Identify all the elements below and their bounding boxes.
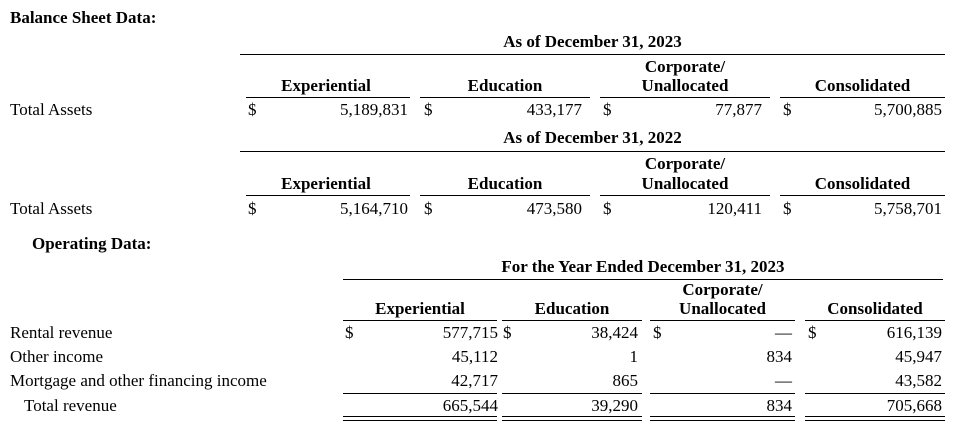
total-assets-education-2022: 473,580 bbox=[526, 199, 582, 218]
currency-symbol: $ bbox=[345, 323, 354, 342]
col-rule bbox=[780, 97, 945, 98]
double-underline bbox=[343, 416, 497, 421]
rental-revenue-education: 38,424 bbox=[591, 323, 638, 342]
header-2022: As of December 31, 2022 bbox=[503, 128, 682, 147]
total-revenue-consolidated: 705,668 bbox=[886, 396, 942, 415]
currency-symbol: $ bbox=[603, 199, 612, 218]
col-rule bbox=[805, 320, 945, 321]
col-rule bbox=[600, 97, 770, 98]
total-assets-experiential-2022: 5,164,710 bbox=[340, 199, 408, 218]
total-assets-corporate-2023: 77,877 bbox=[715, 100, 762, 119]
currency-symbol: $ bbox=[248, 199, 257, 218]
operating-header-rule bbox=[343, 279, 943, 280]
op-col-corporate-l1: Corporate/ bbox=[682, 280, 763, 299]
op-col-experiential: Experiential bbox=[375, 299, 465, 318]
col-rule bbox=[600, 195, 770, 196]
row-label-other-income: Other income bbox=[10, 347, 103, 366]
mortgage-income-consolidated: 43,582 bbox=[895, 371, 942, 390]
total-revenue-education: 39,290 bbox=[591, 396, 638, 415]
other-income-consolidated: 45,947 bbox=[895, 347, 942, 366]
mortgage-income-education: 865 bbox=[612, 371, 638, 390]
subtotal-rule bbox=[805, 393, 945, 394]
total-assets-experiential-2023: 5,189,831 bbox=[340, 100, 408, 119]
col-consolidated-2023: Consolidated bbox=[814, 76, 911, 95]
balance-sheet-title: Balance Sheet Data: bbox=[10, 8, 157, 27]
rental-revenue-experiential: 577,715 bbox=[442, 323, 498, 342]
op-col-corporate-l2: Unallocated bbox=[679, 299, 766, 318]
op-col-consolidated: Consolidated bbox=[827, 299, 923, 318]
col-experiential-2022: Experiential bbox=[281, 174, 371, 193]
currency-symbol: $ bbox=[503, 323, 512, 342]
currency-symbol: $ bbox=[424, 199, 433, 218]
mortgage-income-experiential: 42,717 bbox=[451, 371, 498, 390]
row-label-mortgage-income: Mortgage and other financing income bbox=[10, 371, 267, 390]
col-consolidated-2022: Consolidated bbox=[814, 174, 911, 193]
total-assets-label-2022: Total Assets bbox=[10, 199, 93, 218]
header-2023-rule bbox=[240, 54, 945, 55]
double-underline bbox=[502, 416, 642, 421]
col-rule bbox=[502, 320, 642, 321]
header-2023: As of December 31, 2023 bbox=[503, 32, 682, 51]
currency-symbol: $ bbox=[783, 199, 792, 218]
col-rule bbox=[246, 195, 410, 196]
col-corporate-2022-l2: Unallocated bbox=[641, 174, 729, 193]
total-revenue-experiential: 665,544 bbox=[442, 396, 498, 415]
other-income-education: 1 bbox=[629, 347, 638, 366]
col-rule bbox=[780, 195, 945, 196]
total-assets-consolidated-2022: 5,758,701 bbox=[874, 199, 942, 218]
operating-title: Operating Data: bbox=[32, 234, 152, 253]
col-education-2023: Education bbox=[467, 76, 543, 95]
subtotal-rule bbox=[502, 393, 642, 394]
col-rule bbox=[420, 195, 590, 196]
col-education-2022: Education bbox=[467, 174, 543, 193]
col-corporate-2022-l1: Corporate/ bbox=[644, 154, 726, 173]
rental-revenue-consolidated: 616,139 bbox=[886, 323, 942, 342]
subtotal-rule bbox=[343, 393, 497, 394]
operating-header: For the Year Ended December 31, 2023 bbox=[501, 257, 785, 276]
col-corporate-2023-l2: Unallocated bbox=[641, 76, 729, 95]
col-experiential-2023: Experiential bbox=[281, 76, 371, 95]
col-corporate-2023-l1: Corporate/ bbox=[644, 57, 726, 76]
total-assets-label-2023: Total Assets bbox=[10, 100, 93, 119]
col-rule bbox=[343, 320, 497, 321]
mortgage-income-corporate: — bbox=[775, 371, 792, 390]
rental-revenue-corporate: — bbox=[775, 323, 792, 342]
col-rule bbox=[246, 97, 410, 98]
total-assets-consolidated-2023: 5,700,885 bbox=[874, 100, 942, 119]
total-assets-education-2023: 433,177 bbox=[526, 100, 582, 119]
double-underline bbox=[805, 416, 945, 421]
currency-symbol: $ bbox=[424, 100, 433, 119]
currency-symbol: $ bbox=[653, 323, 662, 342]
total-revenue-corporate: 834 bbox=[766, 396, 792, 415]
header-2022-rule bbox=[240, 151, 945, 152]
currency-symbol: $ bbox=[808, 323, 817, 342]
double-underline bbox=[650, 416, 795, 421]
subtotal-rule bbox=[650, 393, 795, 394]
other-income-corporate: 834 bbox=[766, 347, 792, 366]
total-assets-corporate-2022: 120,411 bbox=[707, 199, 762, 218]
currency-symbol: $ bbox=[248, 100, 257, 119]
row-label-rental-revenue: Rental revenue bbox=[10, 323, 113, 342]
other-income-experiential: 45,112 bbox=[451, 347, 498, 366]
col-rule bbox=[420, 97, 590, 98]
currency-symbol: $ bbox=[783, 100, 792, 119]
col-rule bbox=[650, 320, 795, 321]
row-label-total-revenue: Total revenue bbox=[24, 396, 117, 415]
currency-symbol: $ bbox=[603, 100, 612, 119]
op-col-education: Education bbox=[534, 299, 610, 318]
